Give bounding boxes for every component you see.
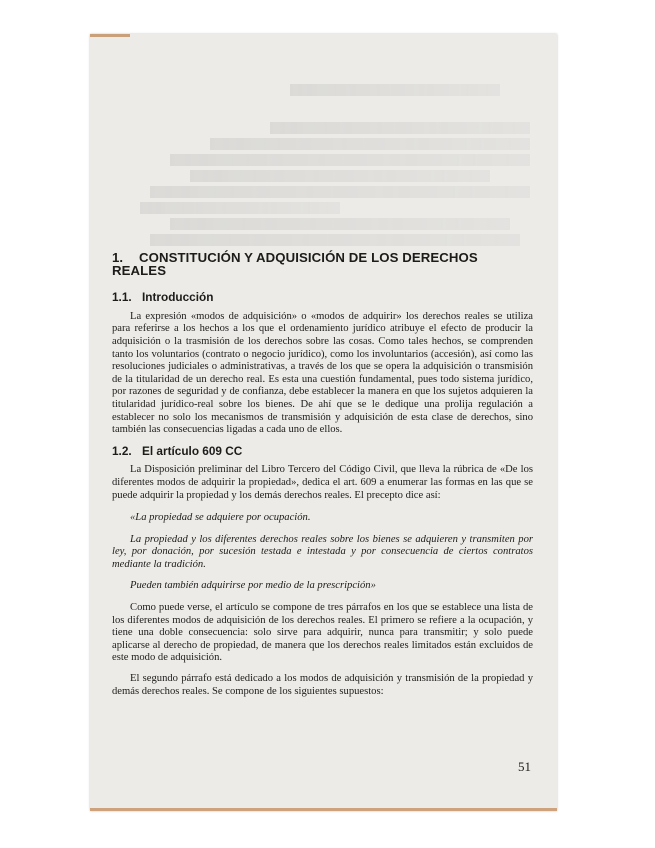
bleed-through-text-top [130, 122, 530, 250]
legal-quote [112, 512, 533, 593]
chapter-number: 1. [112, 250, 124, 265]
section-number: 1.2. [112, 443, 132, 458]
bleed-through-header [290, 84, 520, 100]
book-page [90, 34, 557, 811]
page-edge-mark [90, 34, 130, 37]
paragraph: El segundo párrafo está dedicado a los modos de adquisición y transmisión de la propiedad y demás derechos reales. Se compone de los siguientes supuestos: [112, 673, 533, 697]
chapter-title: CONSTITUCIÓN Y ADQUISICIÓN DE LOS DERECHOS REALES [112, 250, 478, 278]
quote-paragraph: «La propiedad se adquiere por ocupación. [130, 512, 311, 524]
paragraph: La expresión «modos de adquisición» o «modos de adquirir» los derechos reales se utiliza para referirse a los hechos a los que el ordenamiento jurídico atribuye el efecto de producir la adquisición o la trasmisión de los derechos sobre las cosas. Como tales hechos, se comprenden tanto los voluntarios (contrato o negocio jurídico), como los involuntarios (accesión), así como las resoluciones judiciales o administrativas, a través de los que se opera la adquisición o transmisión de la titularidad de un derecho real. Es esta una cuestión fundamental, pues todo sistema jurídico, por razones de seguridad y de confianza, debe establecer la manera en que los sujetos adquieren la titularidad jurídico-real sobre los bienes. De ahí que se le dedique una prolija regulación a establecer no solo los mecanismos de transmisión y adquisición de esta clase de derechos, sino también las consecuencias ligadas a cada uno de ellos. [112, 310, 533, 436]
chapter-heading [112, 252, 533, 277]
section-title: Introducción [142, 290, 214, 305]
page-content [112, 252, 533, 698]
page-number: 51 [518, 759, 531, 774]
section-title: El artículo 609 CC [142, 443, 243, 458]
quote-paragraph: La propiedad y los diferentes derechos reales sobre los bienes se adquieren y transmiten por ley, por donación, por sucesión testada e intestada y por consecuencia de ciertos contratos mediante la tradición. [112, 533, 533, 570]
section-number: 1.1. [112, 290, 132, 305]
paragraph: La Disposición preliminar del Libro Tercero del Código Civil, que lleva la rúbrica de «De los diferentes modos de adquirir la propiedad», dedica el art. 609 a enumerar las formas en las que se puede adquirir la propiedad y los demás derechos reales. El precepto dice así: [112, 464, 533, 501]
page-edge-mark [90, 808, 557, 811]
paragraph: Como puede verse, el artículo se compone de tres párrafos en los que se establece una lista de los diferentes modos de adquisición de los derechos reales. El primero se refiere a la ocupación, y tiene una doble consecuencia: solo sirve para adquirir, nunca para transmitir; y solo puede aplicarse al derecho de propiedad, de manera que los derechos reales limitados están excluidos de este modo de adquisición. [112, 602, 533, 664]
quote-paragraph: Pueden también adquirirse por medio de la prescripción» [130, 580, 376, 592]
section-heading-articulo-609 [112, 445, 533, 458]
section-heading-introduccion [112, 291, 533, 304]
